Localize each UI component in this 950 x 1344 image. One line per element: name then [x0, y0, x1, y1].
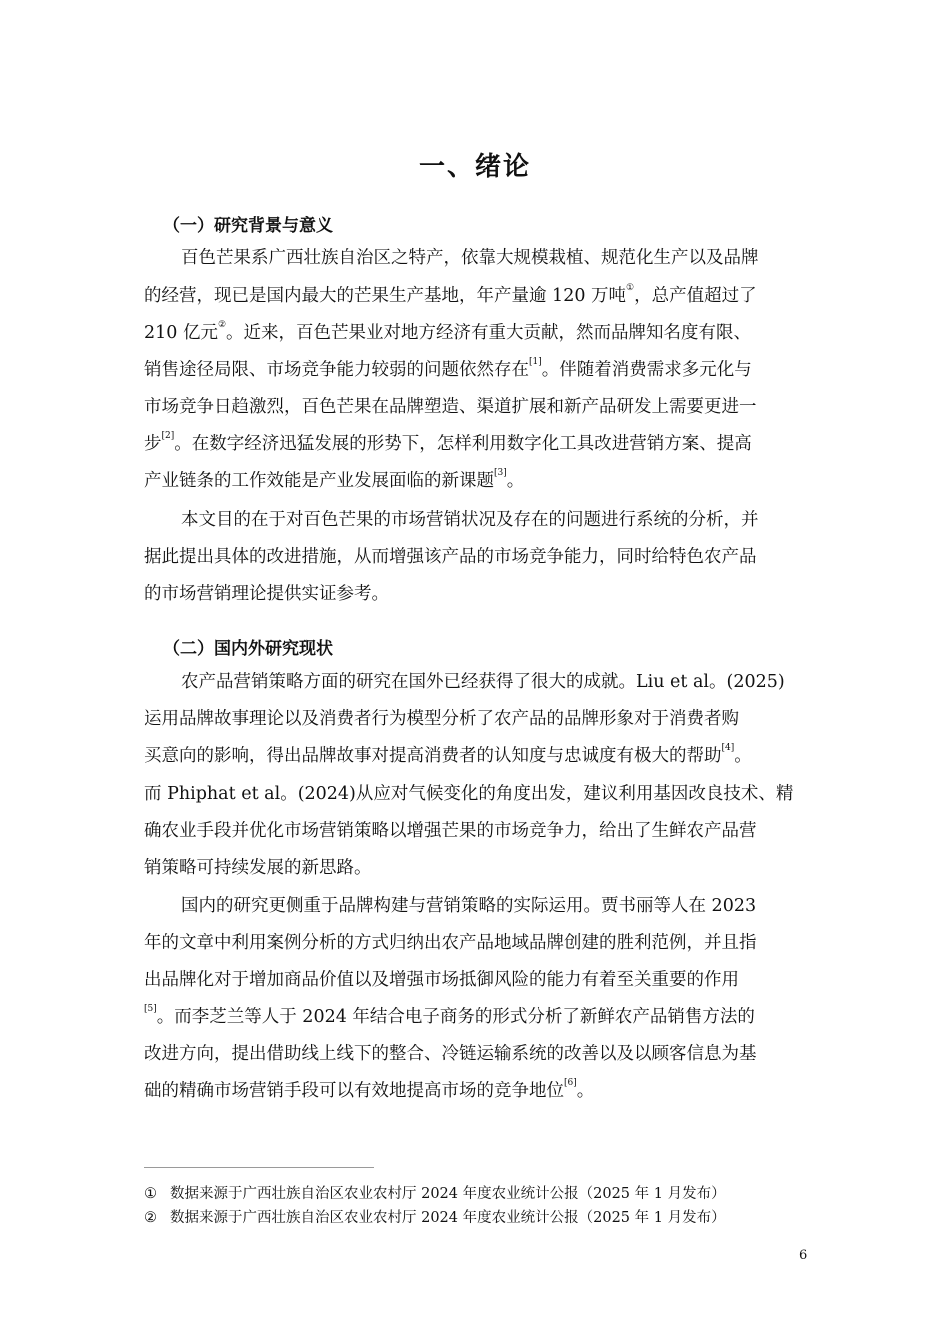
paragraph-line: 年的文章中利用案例分析的方式归纳出农产品地域品牌创建的胜利范例，并且指 — [144, 933, 757, 953]
citation-ref: [4] — [721, 743, 735, 753]
paragraph-line: [5]。而李芝兰等人于 2024 年结合电子商务的形式分析了新鲜农产品销售方法的 — [144, 1004, 755, 1027]
citation-ref: [5] — [144, 1004, 157, 1014]
paragraph-line: 运用品牌故事理论以及消费者行为模型分析了农产品的品牌形象对于消费者购 — [144, 709, 739, 729]
footnote — [144, 1206, 726, 1227]
paragraph-line: 销策略可持续发展的新思路。 — [144, 858, 372, 878]
footnote-divider — [144, 1167, 374, 1168]
paragraph-line: 百色芒果系广西壮族自治区之特产，依靠大规模栽植、规范化生产以及品牌 — [181, 248, 759, 268]
footnote-text: 数据来源于广西壮族自治区农业农村厅 2024 年度农业统计公报（2025 年 1 月发布） — [170, 1186, 726, 1202]
paragraph-line: 而 Phiphat et al。(2024)从应对气候变化的角度出发，建议利用基因改良技术、精 — [144, 784, 794, 804]
paragraph-line: 销售途径局限、市场竞争能力较弱的问题依然存在[1]。伴随着消费需求多元化与 — [144, 357, 752, 380]
footnote-mark: ② — [144, 1210, 157, 1226]
footnote-ref: ② — [217, 320, 227, 330]
chapter-title: 一、绪论 — [418, 152, 531, 182]
section-heading-literature: （二）国内外研究现状 — [163, 639, 333, 659]
paragraph-line: 础的精确市场营销手段可以有效地提高市场的竞争地位[6]。 — [144, 1078, 595, 1101]
paragraph-line: 产业链条的工作效能是产业发展面临的新课题[3]。 — [144, 468, 525, 491]
paragraph-line: 出品牌化对于增加商品价值以及增强市场抵御风险的能力有着至关重要的作用 — [144, 970, 739, 990]
paragraph-line: 步[2]。在数字经济迅猛发展的形势下，怎样利用数字化工具改进营销方案、提高 — [144, 431, 752, 454]
paragraph-line: 本文目的在于对百色芒果的市场营销状况及存在的问题进行系统的分析，并 — [181, 510, 759, 530]
footnote-text: 数据来源于广西壮族自治区农业农村厅 2024 年度农业统计公报（2025 年 1 月发布） — [170, 1210, 726, 1226]
paragraph-line: 的市场营销理论提供实证参考。 — [144, 584, 389, 604]
footnote-mark: ① — [144, 1186, 157, 1202]
paragraph-line: 的经营，现已是国内最大的芒果生产基地，年产量逾 120 万吨①，总产值超过了 — [144, 283, 757, 306]
citation-ref: [3] — [494, 468, 507, 478]
paragraph-line: 确农业手段并优化市场营销策略以增强芒果的市场竞争力，给出了生鲜农产品营 — [144, 821, 757, 841]
section-heading-background: （一）研究背景与意义 — [163, 216, 333, 236]
paragraph-line: 农产品营销策略方面的研究在国外已经获得了很大的成就。Liu et al。(2025) — [181, 672, 785, 692]
page-number: 6 — [799, 1248, 808, 1263]
paragraph-line: 国内的研究更侧重于品牌构建与营销策略的实际运用。贾书丽等人在 2023 — [181, 896, 757, 916]
paragraph-line: 改进方向，提出借助线上线下的整合、冷链运输系统的改善以及以顾客信息为基 — [144, 1044, 757, 1064]
footnote-ref: ① — [626, 283, 635, 293]
paragraph-line: 买意向的影响，得出品牌故事对提高消费者的认知度与忠诚度有极大的帮助[4]。 — [144, 743, 752, 766]
paragraph-line: 据此提出具体的改进措施，从而增强该产品的市场竞争能力，同时给特色农产品 — [144, 547, 757, 567]
citation-ref: [6] — [564, 1078, 577, 1088]
footnote — [144, 1182, 726, 1203]
citation-ref: [2] — [161, 431, 175, 441]
paragraph-line: 市场竞争日趋激烈，百色芒果在品牌塑造、渠道扩展和新产品研发上需要更进一 — [144, 397, 757, 417]
citation-ref: [1] — [529, 357, 542, 367]
paragraph-line: 210 亿元②。近来，百色芒果业对地方经济有重大贡献，然而品牌知名度有限、 — [144, 320, 752, 343]
